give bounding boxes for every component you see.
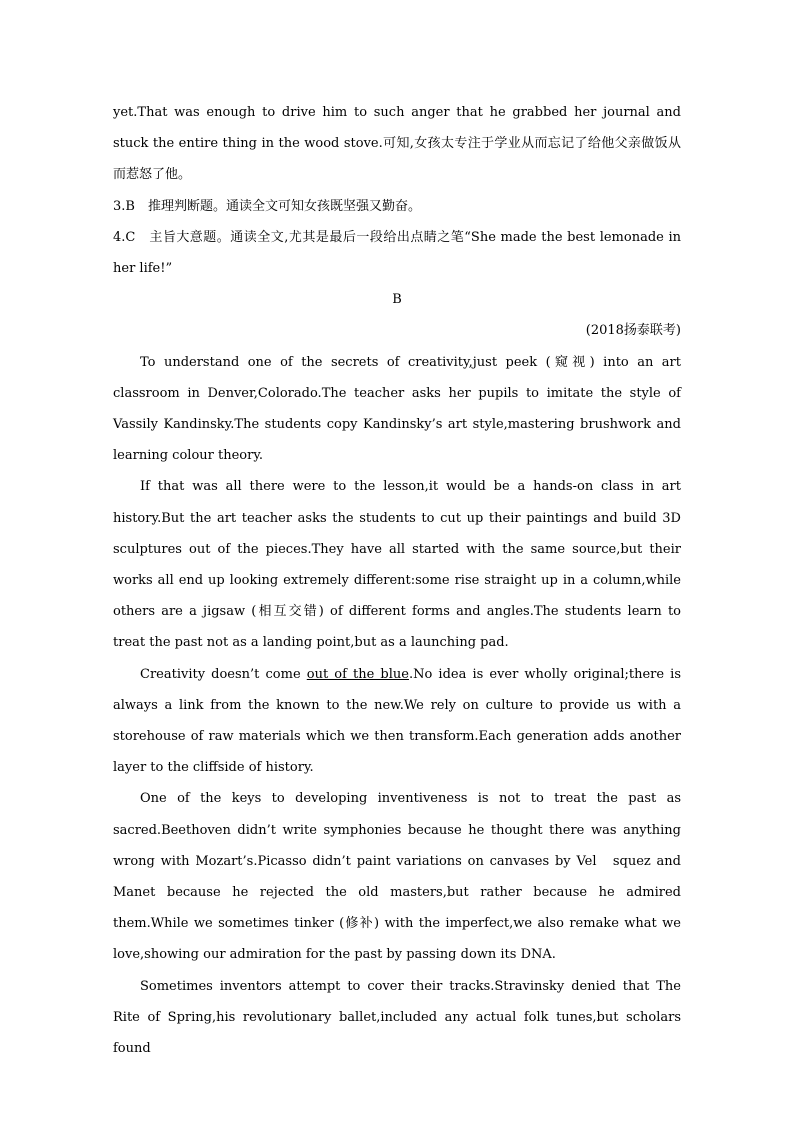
answer-continuation: yet.That was enough to drive him to such anger that he grabbed her journal and stuck the entire thing in the wood stove.可知,女孩太专注于学业从而忘记了给他父亲做饭从而惹怒了他。 xyxy=(113,105,681,183)
underlined-phrase: out of the blue xyxy=(306,666,409,682)
document-page xyxy=(113,97,681,1064)
source-note: (2018扬泰联考) xyxy=(585,323,681,339)
answer-4: 4.C 主旨大意题。通读全文,尤其是最后一段给出点睛之笔“She made the best lemonade in her life!” xyxy=(113,229,681,277)
paragraph-3 xyxy=(113,659,681,784)
paragraph-3-start: Creativity doesn’t come xyxy=(140,666,307,682)
section-heading: B xyxy=(392,292,402,308)
paragraph-4: One of the keys to developing inventiveness is not to treat the past as sacred.Beethoven didn’t write symphonies because he thought there was anything wrong with Mozart’s.Picasso didn’t paint variations on canvases by Vel squez and Manet because he rejected the old masters,but rather because he admired them.While we sometimes tinker (修补) with the imperfect,we also remake what we love,showing our admiration for the past by passing down its DNA. xyxy=(113,791,681,963)
paragraph-2: If that was all there were to the lesson,it would be a hands-on class in art history.But the art teacher asks the students to cut up their paintings and build 3D sculptures out of the pieces.They have all started with the same source,but their works all end up looking extremely different:some rise straight up in a column,while others are a jigsaw (相互交错) of different forms and angles.The students learn to treat the past not as a landing point,but as a launching pad. xyxy=(113,479,681,651)
paragraph-5: Sometimes inventors attempt to cover their tracks.Stravinsky denied that The Rite of Spring,his revolutionary ballet,included any actual folk tunes,but scholars found xyxy=(113,978,681,1057)
answer-3: 3.B 推理判断题。通读全文可知女孩既坚强又勤奋。 xyxy=(113,198,421,214)
paragraph-1: To understand one of the secrets of creativity,just peek (窥视) into an art classroom in Denver,Colorado.The teacher asks her pupils to imitate the style of Vassily Kandinsky.The students copy Kandinsky’s art style,mastering brushwork and learning colour theory. xyxy=(113,354,681,464)
paragraph-3-rest: .No idea is ever wholly original;there is always a link from the known to the new.We rely on culture to provide us with a storehouse of raw materials which we then transform.Each generation adds another layer to the cliffside of history. xyxy=(113,666,681,776)
